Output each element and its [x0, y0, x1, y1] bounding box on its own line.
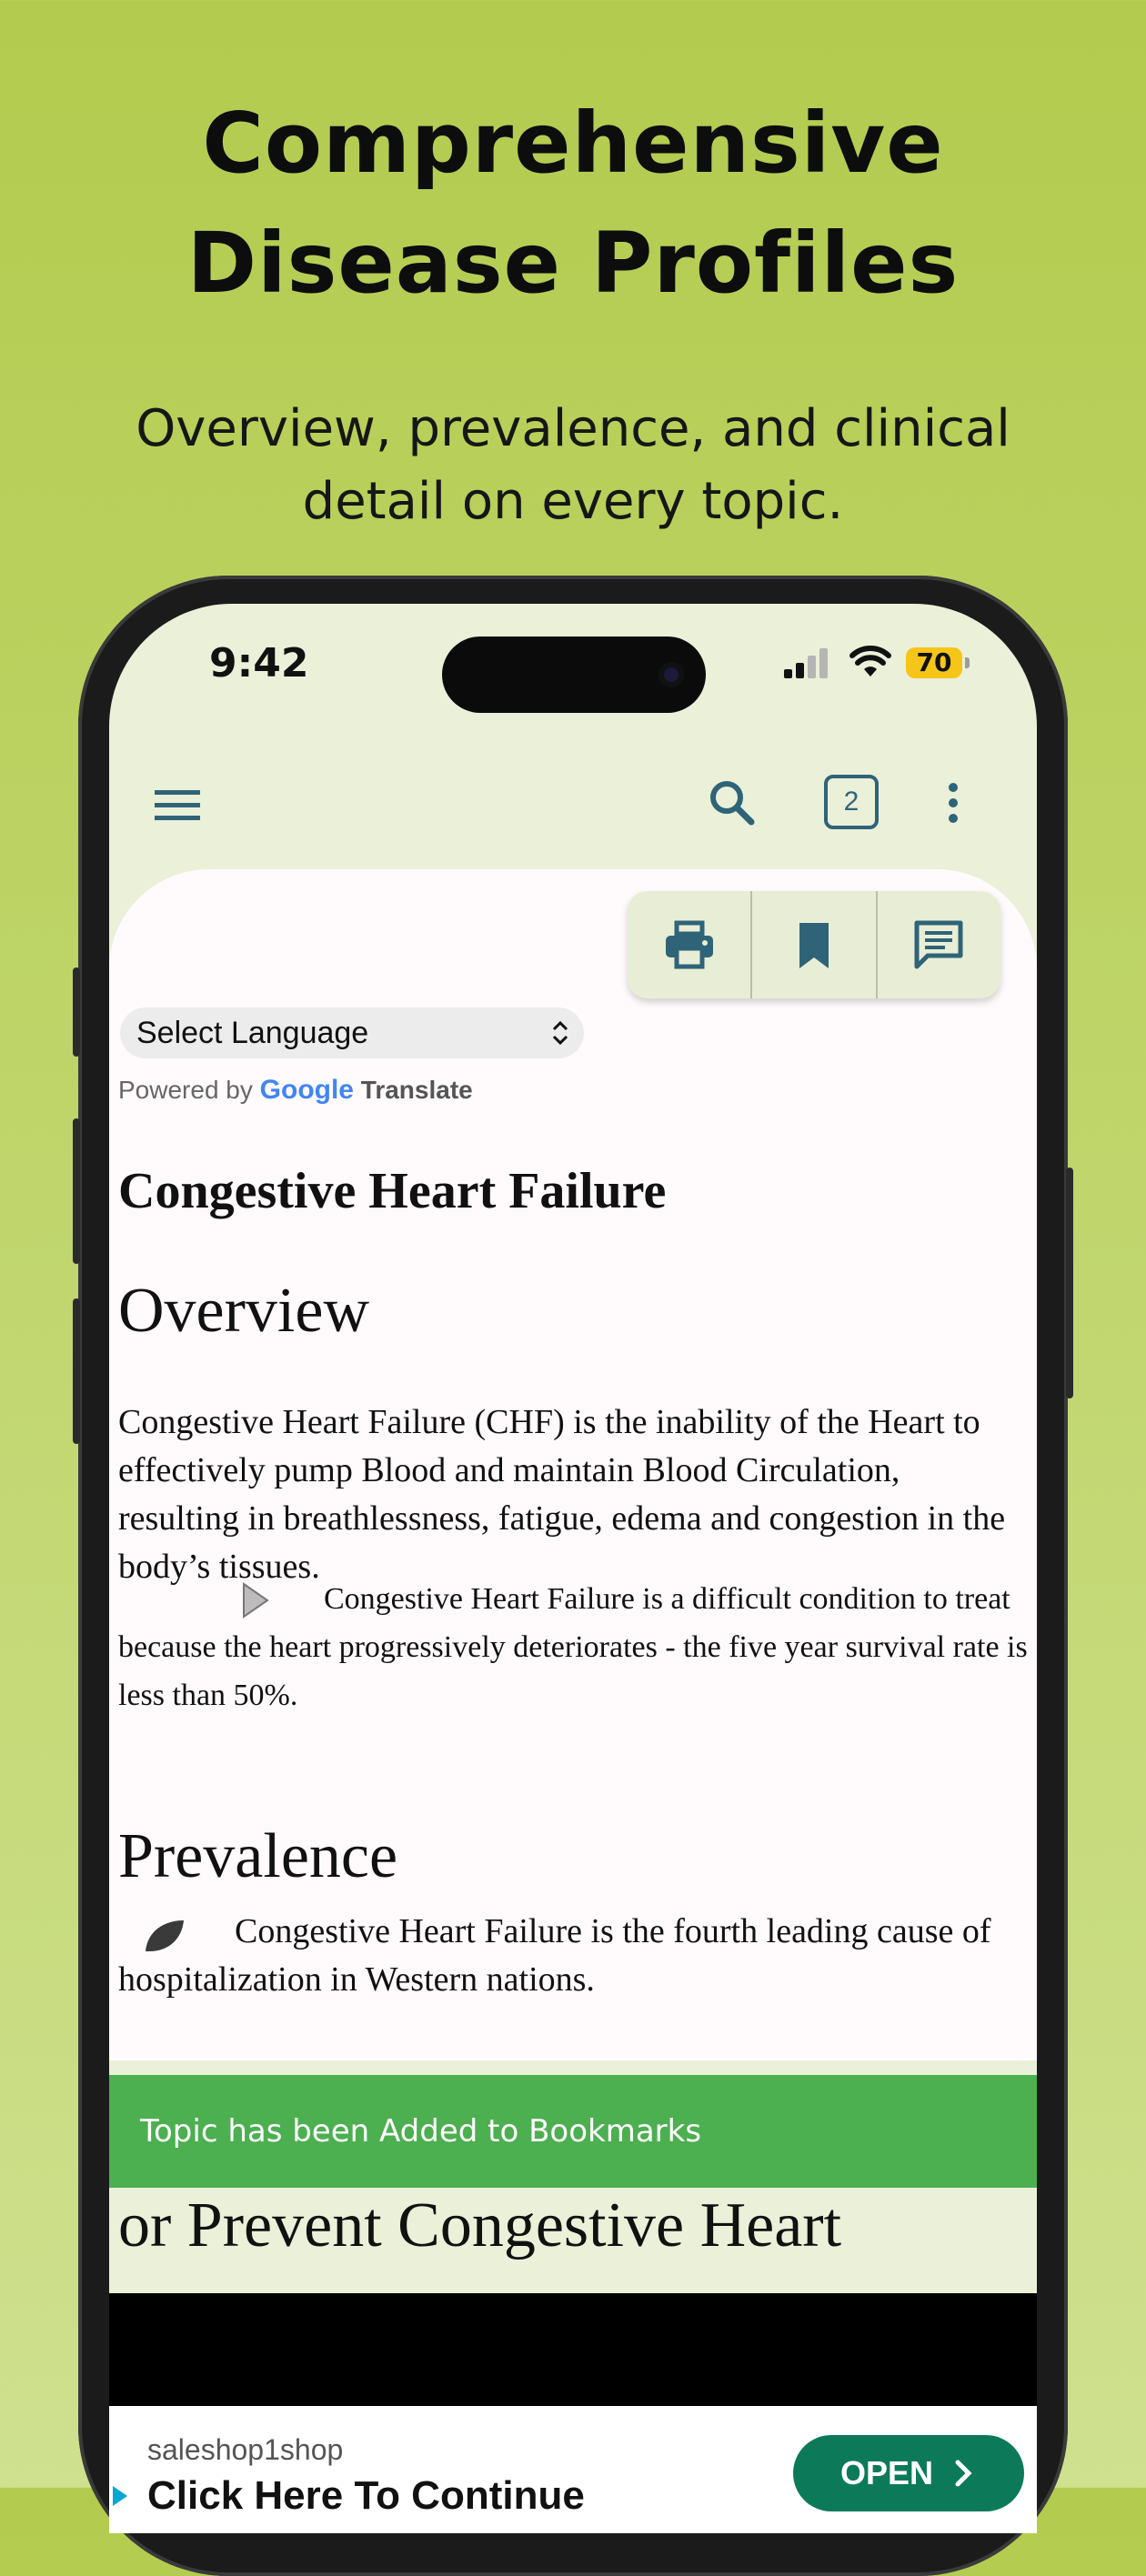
overview-bullet: Congestive Heart Failure is a difficult condition to treat because the heart progressively deteriorates - the five year survival rate is less than 50%. — [118, 1582, 1028, 1712]
headline-line-1: Comprehensive — [202, 95, 944, 192]
more-vert-icon — [935, 771, 971, 835]
phone-volume-down-button — [73, 1298, 80, 1444]
subheadline-line-1: Overview, prevalence, and clinical — [136, 399, 1010, 458]
prevalence-heading: Prevalence — [118, 1821, 398, 1891]
search-icon — [700, 771, 764, 835]
tabs-button[interactable]: 2 — [824, 775, 879, 829]
phone-volume-up-button — [73, 1118, 80, 1264]
partial-section-heading-text: or Prevent Congestive Heart — [118, 2190, 842, 2260]
phone-screen — [109, 604, 1037, 2518]
bookmark-snackbar: Topic has been Added to Bookmarks — [109, 2075, 1037, 2188]
signal-icon — [784, 647, 831, 678]
overview-paragraph: Congestive Heart Failure (CHF) is the inability of the Heart to effectively pump Blood and maintain Blood Circulation, resulting in breathlessness, fatigue, edema and congestion in the body’s tissues. — [118, 1403, 1006, 1586]
language-select-value: Select Language — [136, 1016, 369, 1050]
print-icon — [662, 917, 717, 972]
comment-button[interactable] — [878, 891, 1000, 998]
wifi-icon — [849, 646, 891, 678]
phone-action-button — [73, 967, 80, 1057]
status-time: 9:42 — [209, 640, 309, 687]
menu-button[interactable] — [146, 773, 209, 837]
more-options-button[interactable] — [935, 771, 971, 835]
ad-open-label: OPEN — [840, 2454, 934, 2491]
ad-choices-icon[interactable] — [111, 2482, 129, 2510]
overview-heading: Overview — [118, 1276, 370, 1346]
bookmark-icon — [787, 917, 841, 972]
print-button[interactable] — [628, 891, 752, 998]
article-actions — [628, 891, 1000, 998]
bookmark-button[interactable] — [752, 891, 877, 998]
prevalence-paragraph: Congestive Heart Failure is the fourth leading cause of hospitalization in Western nations. — [118, 1912, 991, 1999]
battery-level: 70 — [906, 647, 962, 678]
ad-open-button[interactable] — [793, 2435, 1024, 2511]
chevron-updown-icon — [549, 1018, 571, 1047]
ad-banner[interactable] — [109, 2406, 1037, 2533]
battery-tip — [965, 657, 970, 668]
promo-headline — [0, 84, 1146, 324]
headline-line-2: Disease Profiles — [186, 215, 960, 312]
comment-icon — [911, 917, 966, 972]
article-content — [109, 869, 1037, 2060]
google-translate-attribution — [118, 1075, 473, 1106]
camera-icon — [658, 662, 684, 687]
dynamic-island — [442, 636, 706, 713]
translate-label: Translate — [360, 1076, 473, 1104]
ad-domain: saleshop1shop — [147, 2433, 344, 2466]
ad-title[interactable]: Click Here To Continue — [147, 2473, 585, 2518]
promo-subheadline — [0, 393, 1146, 538]
search-button[interactable] — [700, 771, 764, 835]
google-logo[interactable]: Google — [259, 1075, 354, 1105]
language-select[interactable] — [120, 1007, 584, 1058]
app-bar — [109, 740, 1037, 867]
powered-by-label: Powered by — [118, 1076, 253, 1104]
menu-icon — [146, 773, 209, 837]
status-icons — [784, 646, 984, 682]
chevron-right-icon — [953, 2459, 973, 2488]
article-title: Congestive Heart Failure — [118, 1163, 667, 1219]
subheadline-line-2: detail on every topic. — [302, 472, 844, 531]
phone-power-button — [1066, 1168, 1073, 1398]
